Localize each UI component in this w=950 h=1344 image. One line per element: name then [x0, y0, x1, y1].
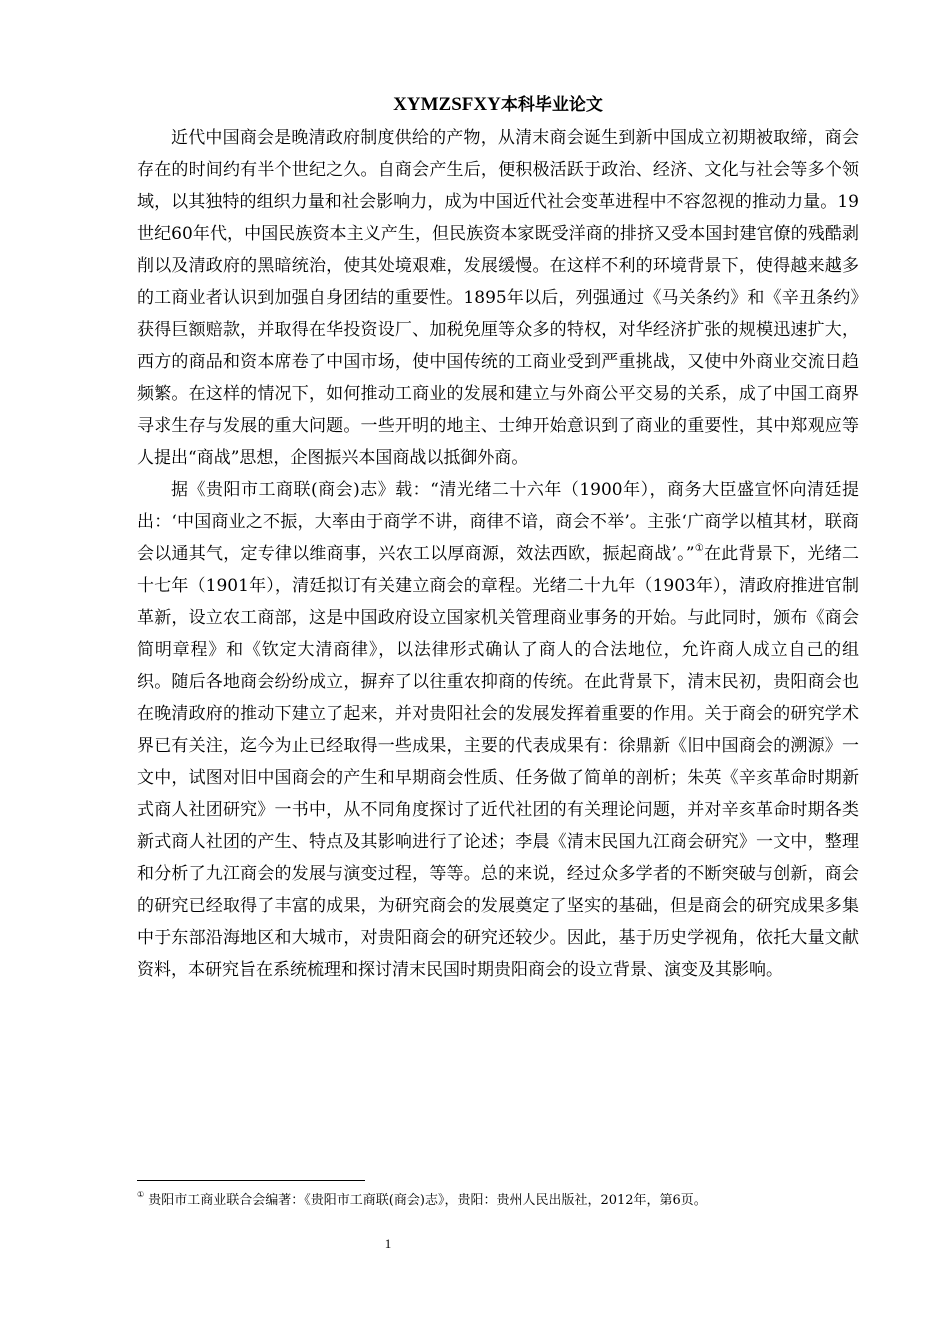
header-title: 本科毕业论文	[500, 95, 603, 115]
header-code: XYMZSFXY	[393, 94, 501, 115]
paragraph-1: 近代中国商会是晚清政府制度供给的产物，从清末商会诞生到新中国成立初期被取缔，商会存在的时间约有半个世纪之久。自商会产生后，便积极活跃于政治、经济、文化与社会等多个领域，以其独特的组织力量和社会影响力，成为中国近代社会变革进程中不容忽视的推动力量。19世纪60年代，中国民族资本主义产生，但民族资本家既受洋商的排挤又受本国封建官僚的残酷剥削以及清政府的黑暗统治，使其处境艰难，发展缓慢。在这样不利的环境背景下，使得越来越多的工商业者认识到加强自身团结的重要性。1895年以后，列强通过《马关条约》和《辛丑条约》获得巨额赔款，并取得在华投资设厂、加税免厘等众多的特权，对华经济扩张的规模迅速扩大，西方的商品和资本席卷了中国市场，使中国传统的工商业受到严重挑战，又使中外商业交流日趋频繁。在这样的情况下，如何推动工商业的发展和建立与外商公平交易的关系，成了中国工商界寻求生存与发展的重大问题。一些开明的地主、士绅开始意识到了商业的重要性，其中郑观应等人提出“商战”思想，企图振兴本国商战以抵御外商。	[137, 128, 859, 468]
footnote	[137, 1190, 859, 1212]
paragraph-2-part-1: 据《贵阳市工商联(商会)志》载：“清光绪二十六年（1900年），商务大臣盛宣怀向清廷提出：‘中国商业之不振，大率由于商学不讲，商律不谙，商会不举’。主张‘广商学以植其材，联商会以通其气，定专律以维商事，兴农工以厚商源，效法西欧，振起商战’。”	[137, 480, 859, 564]
page-number: 1	[384, 1236, 392, 1251]
page-header	[137, 92, 859, 118]
paragraph-2	[137, 474, 859, 986]
paragraph-2-part-2: 在此背景下，光绪二十七年（1901年），清廷拟订有关建立商会的章程。光绪二十九年（1903年），清政府推进官制革新，设立农工商部，这是中国政府设立国家机关管理商业事务的开始。与此同时，颁布《商会简明章程》和《钦定大清商律》，以法律形式确认了商人的合法地位，允许商人成立自己的组织。随后各地商会纷纷成立，摒弃了以往重农抑商的传统。在此背景下，清末民初，贵阳商会也在晚清政府的推动下建立了起来，并对贵阳社会的发展发挥着重要的作用。关于商会的研究学术界已有关注，迄今为止已经取得一些成果，主要的代表成果有：徐鼎新《旧中国商会的溯源》一文中，试图对旧中国商会的产生和早期商会性质、任务做了简单的剖析；朱英《辛亥革命时期新式商人社团研究》一书中，从不同角度探讨了近代社团的有关理论问题，并对辛亥革命时期各类新式商人社团的产生、特点及其影响进行了论述；李晨《清末民国九江商会研究》一文中，整理和分析了九江商会的发展与演变过程，等等。总的来说，经过众多学者的不断突破与创新，商会的研究已经取得了丰富的成果，为研究商会的发展奠定了坚实的基础，但是商会的研究成果多集中于东部沿海地区和大城市，对贵阳商会的研究还较少。因此，基于历史学视角，依托大量文献资料，本研究旨在系统梳理和探讨清末民国时期贵阳商会的设立背景、演变及其影响。	[137, 544, 860, 980]
footnote-separator	[137, 1180, 365, 1181]
footnote-mark: ①	[137, 1189, 145, 1199]
body-text	[137, 122, 859, 986]
footnote-text: 贵阳市工商业联合会编著：《贵阳市工商联(商会)志》，贵阳：贵州人民出版社，2012年，第6页。	[144, 1193, 707, 1208]
footnote-reference-mark[interactable]: ①	[694, 543, 705, 555]
